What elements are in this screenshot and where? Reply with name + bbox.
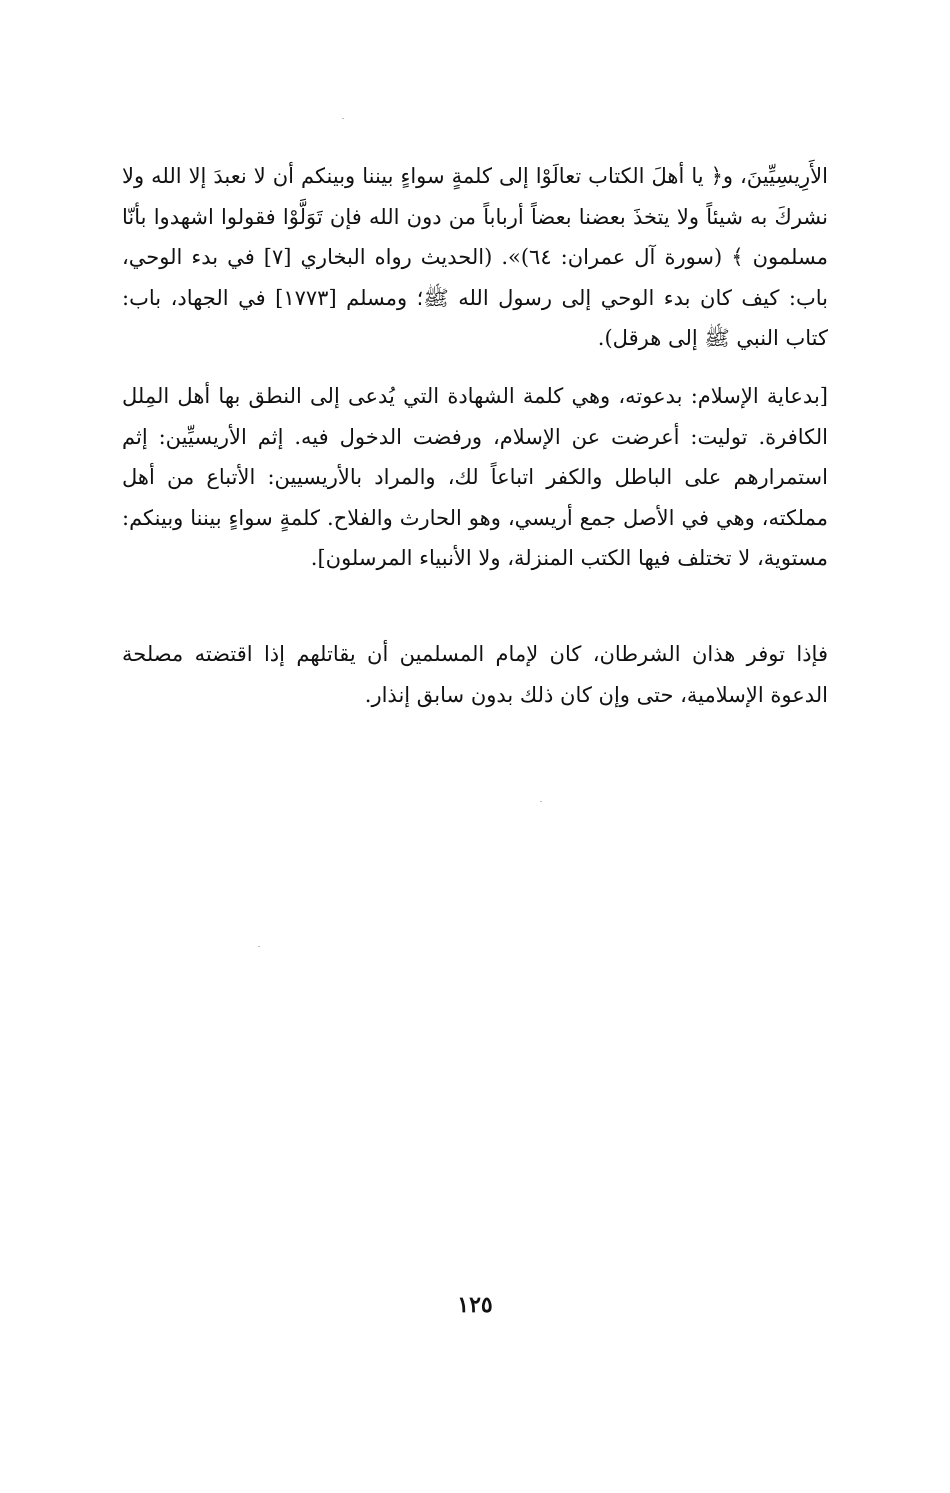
paragraph-text: [بدعاية الإسلام: بدعوته، وهي كلمة الشهادة التي يُدعى إلى النطق بها أهل المِلل الكافرة. توليت: أعرضت عن الإسلام، ورفضت الدخول فيه. إثم الأريسيِّين: إثم استمرارهم على الباطل والكفر اتباعاً لك، والمراد بالأريسيين: الأتباع من أهل مملكته، وهي في الأصل جمع أريسي، وهو الحارث والفلاح. كلمةٍ سواءٍ بيننا وبينكم: مستوية، لا تختلف فيها الكتب المنزلة، ولا الأنبياء المرسلون]. <box>122 384 828 570</box>
paragraph-conclusion <box>122 634 828 715</box>
scan-speck <box>258 946 260 947</box>
paragraph-text: فإذا توفر هذان الشرطان، كان لإمام المسلمين أن يقاتلهم إذا اقتضته مصلحة الدعوة الإسلامية، حتى وإن كان ذلك بدون سابق إنذار. <box>122 642 828 707</box>
paragraph-hadith-quote <box>122 156 828 359</box>
page-number: ١٢٥ <box>457 1292 493 1318</box>
paragraph-text: الأَرِيسِيِّينَ، و﴿ يا أهلَ الكتاب تعالَوْا إلى كلمةٍ سواءٍ بيننا وبينكم أن لا نعبدَ إلا الله ولا نشركَ به شيئاً ولا يتخذَ بعضنا بعضاً أرباباً من دون الله فإن تَوَلَّوْا فقولوا اشهدوا بأنّا مسلمون ﴾ (سورة آل عمران: ٦٤)». (الحديث رواه البخاري [٧] في بدء الوحي، باب: كيف كان بدء الوحي إلى رسول الله ﷺ؛ ومسلم [١٧٧٣] في الجهاد، باب: كتاب النبي ﷺ إلى هرقل). <box>122 164 828 350</box>
scan-speck <box>342 118 344 119</box>
paragraph-explanation <box>122 376 828 579</box>
scan-speck <box>540 801 542 802</box>
